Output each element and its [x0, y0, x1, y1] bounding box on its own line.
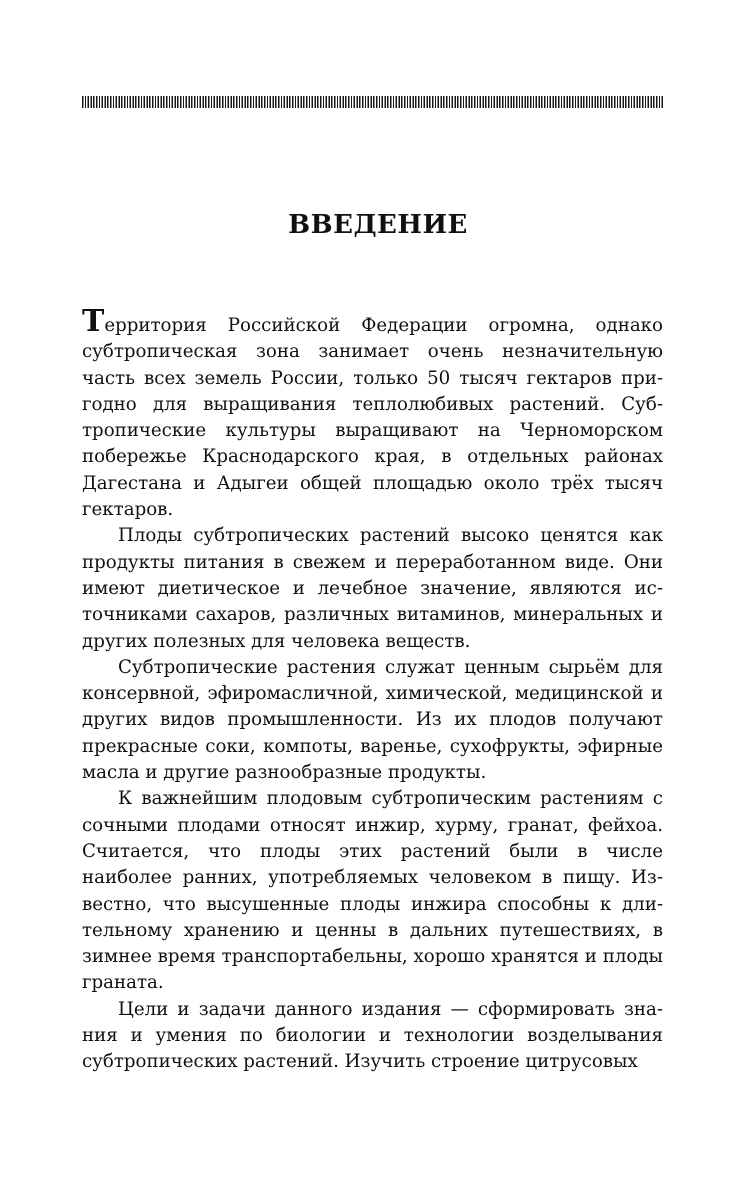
body-text [82, 304, 663, 1076]
drop-cap: Т [82, 304, 105, 339]
paragraph-3: Субтропические растения служат ценным сырьём для консервной, эфиромасличной, химической, медицинской и других видов промышленности. Из их плодов получают прекрасные соки, компоты, варенье, сухофрукты, эфирные масла и другие разнообразные продукты. [82, 656, 663, 784]
paragraph-1-text: ерритория Российской Федерации огромна, однако субтропическая зона занимает очень незначительную часть всех земель России, только 50 тысяч гектаров пригодно для выращивания теплолюбивых растений. Субтропические культуры выращивают на Черноморском побережье Краснодарского края, в отдельных районах Дагестана и Адыгеи общей площадью около трёх тысяч гектаров. [82, 315, 663, 521]
paragraph-2: Плоды субтропических растений высоко ценятся как продукты питания в свежем и переработанном виде. Они имеют диетическое и лечебное значение, являются источниками сахаров, различных витаминов, минеральных и других полезных для человека веществ. [82, 525, 663, 652]
header-ornamental-rule [82, 96, 663, 108]
chapter-title: ВВЕДЕНИЕ [288, 210, 468, 240]
paragraph-5: Цели и задачи данного издания — сформировать знания и умения по биологии и технологии возделывания субтропических растений. Изучить строение цитрусовых [82, 998, 663, 1073]
paragraph-4: К важнейшим плодовым субтропическим растениям с сочными плодами относят инжир, хурму, гранат, фейхоа. Считается, что плоды этих растений были в числе наиболее ранних, употребляемых человеком в пищу. Известно, что высушенные плоды инжира способны к длительному хранению и ценны в дальних путешествиях, в зимнее время транспортабельны, хорошо хранятся и плоды граната. [82, 788, 663, 994]
paragraph-1 [82, 304, 663, 523]
